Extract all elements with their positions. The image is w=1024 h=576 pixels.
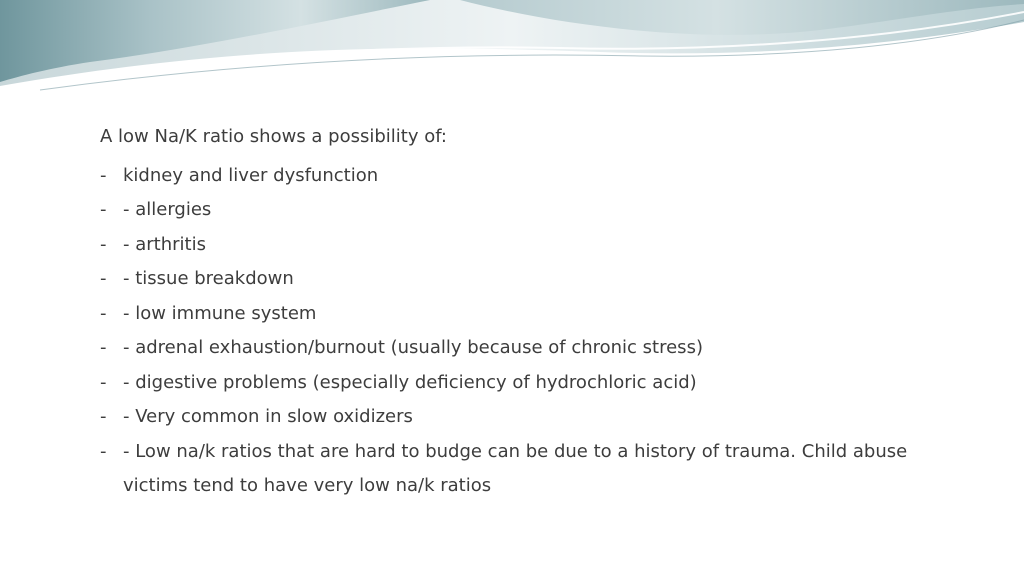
list-item-text: - Low na/k ratios that are hard to budge can be due to a history of trauma. Child abuse victims tend to have very low na/k ratios: [123, 440, 908, 496]
list-item-text: - allergies: [123, 199, 212, 220]
intro-text: A low Na/K ratio shows a possibility of:: [100, 126, 448, 147]
list-item-text: - adrenal exhaustion/burnout (usually because of chronic stress): [123, 337, 703, 358]
slide-content: [100, 124, 960, 504]
bullet-marker: -: [100, 199, 107, 220]
list-item: [100, 331, 960, 366]
bullet-marker: -: [100, 233, 107, 255]
list-item: [100, 366, 960, 401]
bullet-list: [100, 159, 960, 504]
bullet-marker: -: [100, 302, 107, 324]
bullet-marker: -: [100, 164, 107, 186]
list-item: [100, 228, 960, 263]
header-wave-decoration: [0, 0, 1024, 100]
list-item-text: kidney and liver dysfunction: [123, 164, 379, 186]
list-item: [100, 297, 960, 332]
list-item-text: - arthritis: [123, 233, 206, 255]
list-item-text: - tissue breakdown: [123, 268, 294, 289]
list-item-text: - digestive problems (especially deficiency of hydrochloric acid): [123, 371, 697, 393]
bullet-marker: -: [100, 337, 107, 358]
bullet-marker: -: [100, 371, 107, 393]
list-item: [100, 435, 960, 504]
list-item: [100, 400, 960, 435]
list-item-text: - Very common in slow oxidizers: [123, 406, 413, 427]
bullet-marker: -: [100, 440, 107, 462]
list-item: [100, 262, 960, 297]
bullet-marker: -: [100, 268, 107, 289]
list-item: [100, 159, 960, 194]
list-item-text: - low immune system: [123, 302, 317, 324]
list-item: [100, 193, 960, 228]
bullet-marker: -: [100, 406, 107, 427]
